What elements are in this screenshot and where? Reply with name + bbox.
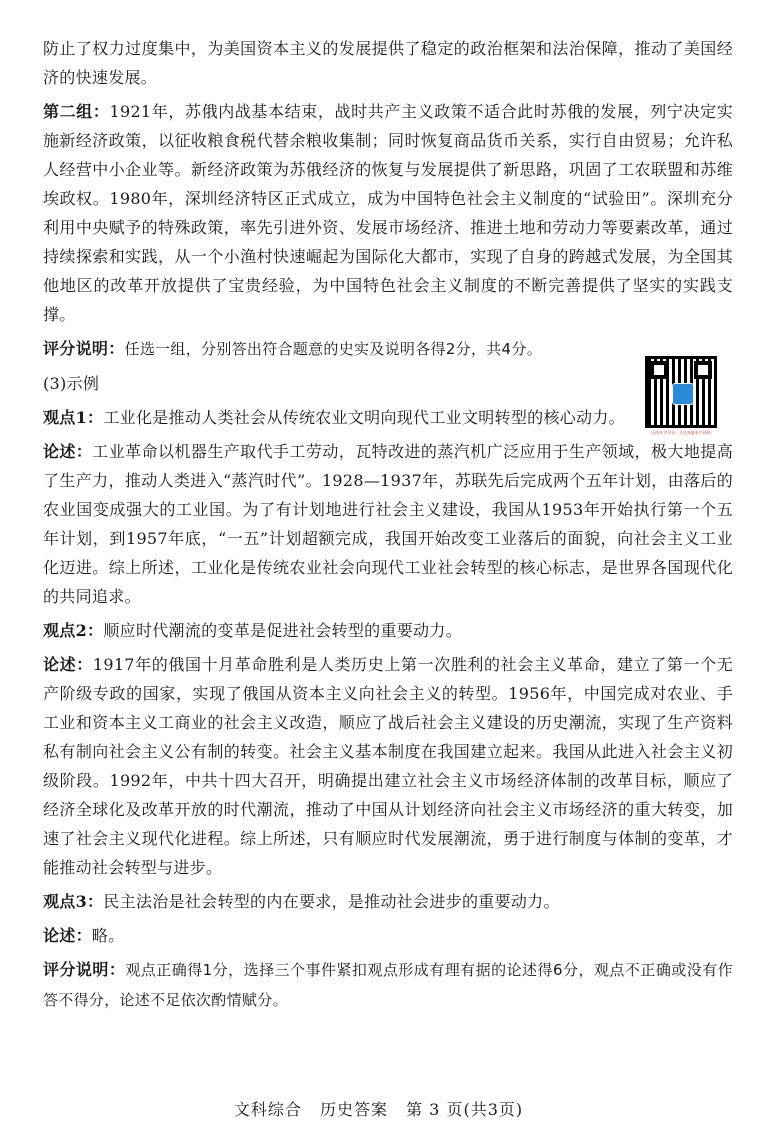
footer-subject: 文科综合 xyxy=(233,1100,302,1119)
page-footer xyxy=(0,1097,757,1120)
footer-part: 历史答案 xyxy=(319,1100,388,1119)
viewpoint-1: 观点1：工业化是推动人类社会从传统农业文明向现代工业文明转型的核心动力。 xyxy=(43,408,625,427)
argument-3: 论述：略。 xyxy=(43,926,125,945)
qr-logo-icon xyxy=(672,383,694,405)
qr-caption: 山西升学平台 · 关注获取更多资料 xyxy=(651,430,711,435)
paragraph-0: 防止了权力过度集中，为美国资本主义的发展提供了稳定的政治框架和法治保障，推动了美国经济的快速发展。 xyxy=(43,39,733,87)
qr-code-icon[interactable] xyxy=(645,356,717,428)
argument-2: 论述：1917年的俄国十月革命胜利是人类历史上第一次胜利的社会主义革命，建立了第一个无产阶级专政的国家，实现了俄国从资本主义向社会主义的转型。1956年，中国完成对农业、手工业和资本主义工商业的社会主义改造，顺应了战后社会主义建设的历史潮流，实现了生产资料私有制向社会主义公有制的转变。社会主义基本制度在我国建立起来。我国从此进入社会主义初级阶段。1992年，中共十四大召开，明确提出建立社会主义市场经济体制的改革目标，顺应了经济全球化及改革开放的时代潮流，推动了中国从计划经济向社会主义市场经济的重大转变，加速了社会主义现代化进程。综上所述，只有顺应时代发展潮流，勇于进行制度与体制的变革，才能推动社会转型与进步。 xyxy=(43,655,733,877)
footer-page-number: 第 3 页(共3页) xyxy=(406,1100,524,1119)
viewpoint-3: 观点3：民主法治是社会转型的内在要求，是推动社会进步的重要动力。 xyxy=(43,892,560,911)
answer-content xyxy=(43,34,733,1015)
viewpoint-2: 观点2：顺应时代潮流的变革是促进社会转型的重要动力。 xyxy=(43,621,462,640)
scoring-note-2: 评分说明：观点正确得1分，选择三个事件紧扣观点形成有理有据的论述得6分，观点不正确或没有作答不得分，论述不足依次酌情赋分。 xyxy=(43,960,733,1009)
example-heading: (3)示例 xyxy=(43,374,100,393)
scoring-note-1: 评分说明：任选一组，分别答出符合题意的史实及说明各得2分，共4分。 xyxy=(43,339,543,358)
paragraph-group2: 第二组：1921年，苏俄内战基本结束，战时共产主义政策不适合此时苏俄的发展，列宁决定实施新经济政策，以征收粮食税代替余粮收集制；同时恢复商品货币关系，实行自由贸易；允许私人经营中小企业等。新经济政策为苏俄经济的恢复与发展提供了新思路，巩固了工农联盟和苏维埃政权。1980年，深圳经济特区正式成立，成为中国特色社会主义制度的“试验田”。深圳充分利用中央赋予的特殊政策，率先引进外资、发展市场经济、推进土地和劳动力等要素改革，通过持续探索和实践，从一个小渔村快速崛起为国际化大都市，实现了自身的跨越式发展，为全国其他地区的改革开放提供了宝贵经验，为中国特色社会主义制度的不断完善提供了坚实的实践支撑。 xyxy=(43,102,734,324)
argument-1: 论述：工业革命以机器生产取代手工劳动，瓦特改进的蒸汽机广泛应用于生产领域，极大地提高了生产力，推动人类进入“蒸汽时代”。1928—1937年，苏联先后完成两个五年计划，由落后的农业国变成强大的工业国。为了有计划地进行社会主义建设，我国从1953年开始执行第一个五年计划，到1957年底，“一五”计划超额完成，我国开始改变工业落后的面貌，向社会主义工业化迈进。综上所述，工业化是传统农业社会向现代工业社会转型的核心标志，是世界各国现代化的共同追求。 xyxy=(43,442,733,606)
